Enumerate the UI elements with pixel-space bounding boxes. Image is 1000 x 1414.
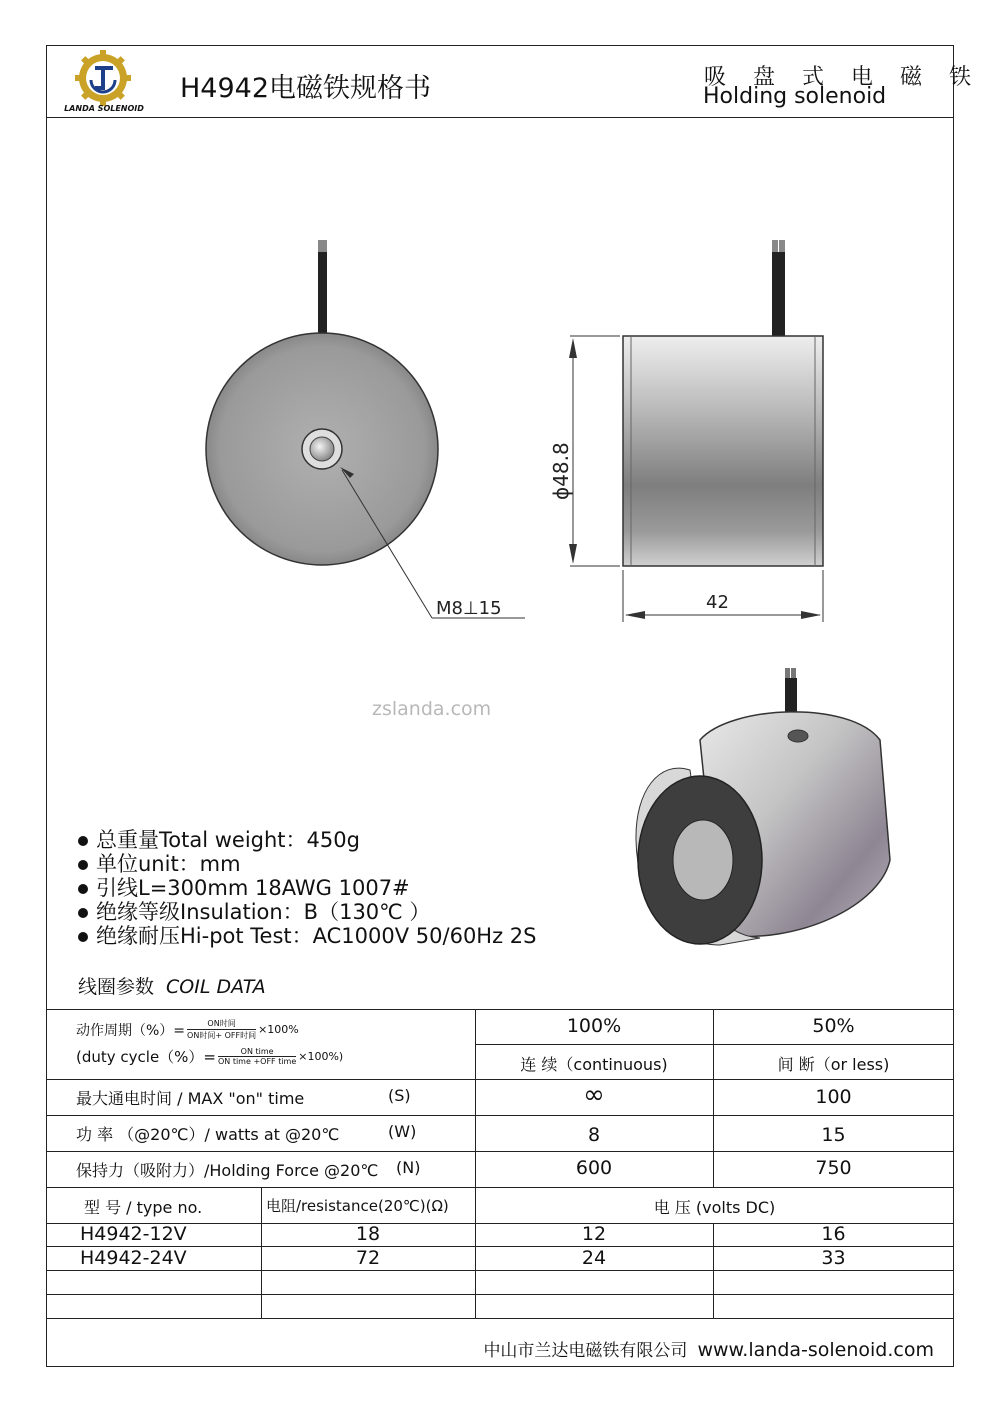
watermark: zslanda.com [372, 698, 492, 720]
bullet-icon [78, 860, 88, 870]
type-header: 型 号 / type no. [84, 1198, 203, 1217]
row-unit: (N) [396, 1158, 421, 1177]
duty-cycle-cn: 动作周期（%）= ON时间 ON时间+ OFF时间 ×100% [76, 1019, 299, 1040]
row-value: 8 [587, 1124, 601, 1146]
row-label-watts: 功 率 （@20℃）/ watts at @20℃ [76, 1125, 340, 1144]
side-view [569, 240, 823, 622]
company-name: 中山市兰达电磁铁有限公司 [483, 1341, 688, 1361]
row-label-holding-force: 保持力（吸附力）/Holding Force @20℃ [76, 1161, 379, 1180]
footer [483, 1336, 934, 1361]
model-type: H4942-24V [80, 1247, 187, 1269]
product-type-cn: 吸 盘 式 电 磁 铁 [704, 65, 981, 90]
model-voltage: 24 [581, 1247, 607, 1269]
model-resistance: 18 [355, 1223, 381, 1245]
table-line [46, 1151, 954, 1152]
table-line [475, 1044, 954, 1045]
duty-cycle-en: (duty cycle（%）= ON time ON time +OFF time ×100%) [76, 1047, 344, 1066]
spec-item: 绝缘等级Insulation：B（130℃ ） [78, 900, 537, 924]
bullet-icon [78, 908, 88, 918]
row-label-max-on-time: 最大通电时间 / MAX "on" time [76, 1089, 305, 1108]
row-unit: (W) [388, 1122, 417, 1141]
diameter-dimension: ϕ48.8 [549, 442, 573, 500]
table-line [46, 1270, 954, 1271]
row-value: 100 [815, 1086, 852, 1108]
model-resistance: 72 [355, 1247, 381, 1269]
model-voltage: 12 [581, 1223, 607, 1245]
table-line [46, 1294, 954, 1295]
logo-text: LANDA SOLENOID [64, 104, 144, 113]
row-value: 600 [575, 1157, 613, 1179]
isometric-view [636, 668, 890, 945]
spec-item: 单位unit：mm [78, 852, 537, 876]
voltage-header: 电 压 (volts DC) [653, 1198, 776, 1217]
coil-data-title: 线圈参数 COIL DATA [78, 976, 266, 998]
duty-continuous: 连 续（continuous) [520, 1055, 668, 1074]
resistance-header: 电阻/resistance(20℃)(Ω) [266, 1197, 449, 1215]
bullet-icon [78, 932, 88, 942]
spec-item: 引线L=300mm 18AWG 1007# [78, 876, 537, 900]
front-view [206, 240, 525, 618]
row-unit: (S) [388, 1086, 411, 1105]
model-voltage: 33 [821, 1247, 846, 1269]
table-line [46, 1187, 954, 1188]
product-type-en: Holding solenoid [703, 84, 887, 109]
table-line [46, 1318, 954, 1319]
duty-formula-en: ON time ON time +OFF time [218, 1047, 297, 1066]
table-line [46, 1115, 954, 1116]
bullet-icon [78, 884, 88, 894]
website-link[interactable]: www.landa-solenoid.com [697, 1339, 934, 1361]
spec-item: 总重量Total weight：450g [78, 828, 537, 852]
row-value: 750 [815, 1157, 852, 1179]
duty-50-value: 50% [812, 1015, 855, 1037]
model-voltage: 16 [821, 1223, 846, 1245]
duty-formula-cn: ON时间 ON时间+ OFF时间 [187, 1019, 257, 1040]
table-line [46, 1009, 954, 1010]
duty-100-value: 100% [566, 1015, 622, 1037]
document-title: H4942电磁铁规格书 [180, 73, 432, 104]
spec-item: 绝缘耐压Hi-pot Test：AC1000V 50/60Hz 2S [78, 924, 537, 948]
bullet-icon [78, 836, 88, 846]
model-type: H4942-12V [80, 1223, 187, 1245]
length-dimension: 42 [706, 592, 729, 613]
thread-dimension: M8⊥15 [436, 598, 502, 619]
row-value: ∞ [583, 1080, 605, 1110]
row-value: 15 [821, 1124, 846, 1146]
spec-list [78, 828, 537, 948]
duty-intermittent: 间 断（or less) [777, 1055, 890, 1074]
